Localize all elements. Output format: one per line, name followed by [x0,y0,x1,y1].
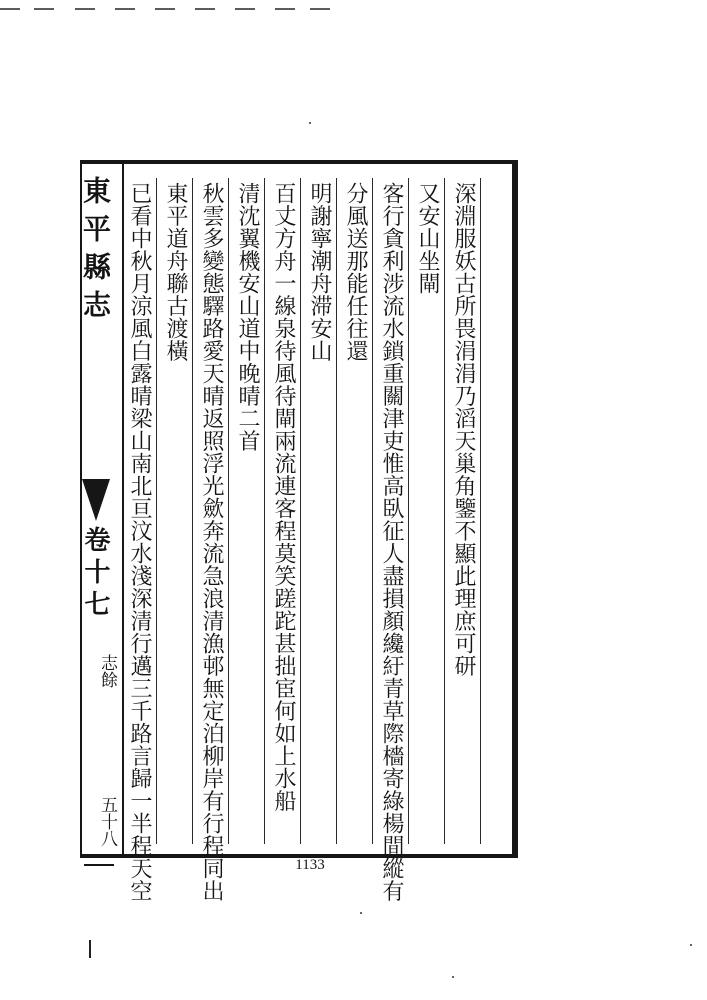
page-label-rule [84,864,114,866]
text-column-6: 百丈方舟一線泉待風待閘兩流連客程莫笑蹉跎甚拙宦何如上水船 [271,182,296,812]
page-label: 五十八 [97,796,117,847]
section-label: 志餘 [97,654,117,688]
scan-speck [452,976,454,978]
column-rule [336,178,337,844]
scan-edge-dashes [0,8,330,10]
volume-label: 卷十七 [80,526,110,622]
text-column-7: 清沈翼機安山道中晚晴二首 [235,182,260,452]
column-rule [264,178,265,844]
scan-speck [360,912,362,914]
column-rule [480,178,481,844]
scan-mark [89,940,91,958]
column-rule [408,178,409,844]
text-column-1: 深淵服妖古所畏涓涓乃滔天巢角鑒不顯此理庶可研 [451,182,476,677]
column-rule [228,178,229,844]
text-column-9: 東平道舟聯古渡橫 [163,182,188,362]
column-rule [192,178,193,844]
text-column-5: 明謝寧潮舟滞安山 [307,182,332,362]
text-column-8: 秋雲多變態驛路愛天晴返照浮光歛奔流急浪清漁邨無定泊柳岸有行程同出 [199,182,224,902]
book-title: 東平縣志 [79,176,112,328]
footer-page-number: 1133 [295,857,325,873]
column-rule [300,178,301,844]
column-rule [444,178,445,844]
text-column-4: 分風送那能任往還 [343,182,368,362]
text-column-10: 已看中秋月涼風白露晴梁山南北亘汶水淺深清行邁三千路言歸一半程天空 [127,182,152,902]
fish-tail-mark [82,479,110,521]
scan-speck [690,944,692,946]
text-column-2: 又安山坐閘 [415,182,440,295]
column-rule [156,178,157,844]
text-column-3: 客行貪利涉流水鎖重關津吏惟高臥征人盡損顏纔紆青草際檣寄綠楊間縱有 [379,182,404,902]
scan-speck [309,122,311,124]
column-rule [372,178,373,844]
